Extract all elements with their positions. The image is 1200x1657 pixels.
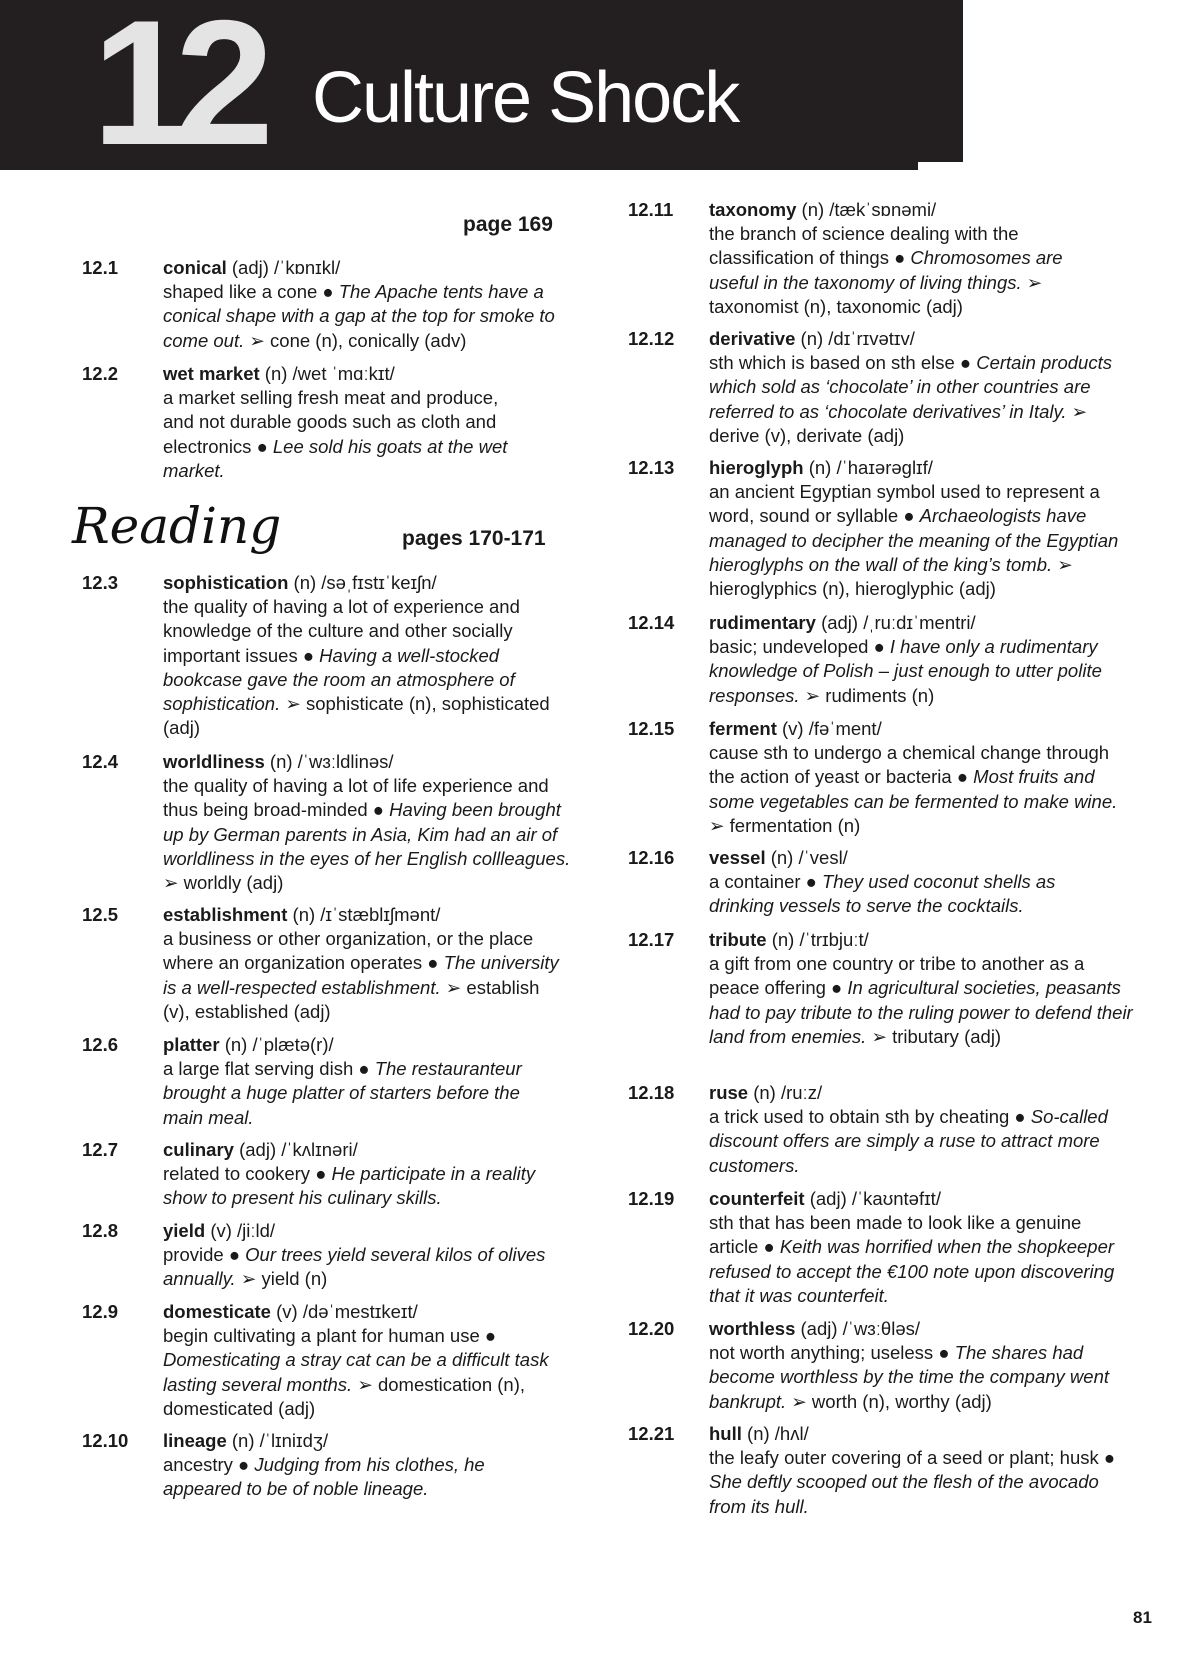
example-sentence: Domesticating a stray cat can be a difficult task lasting several months. xyxy=(163,1349,549,1395)
entry-number: 12.3 xyxy=(82,572,119,593)
glossary-entry xyxy=(628,198,1148,319)
example-sentence: He participate in a reality show to present his culinary skills. xyxy=(163,1163,536,1209)
related-words: ➢ taxonomist (n), taxonomic (adj) xyxy=(709,271,1043,317)
example-sentence: Archaeologists have managed to decipher the meaning of the Egyptian hieroglyphs on the wall of the king’s tomb. xyxy=(709,505,1119,575)
glossary-entry xyxy=(628,327,1148,448)
pronunciation: (n) /wet ˈmɑːkɪt/ xyxy=(264,363,395,384)
definition: provide ● xyxy=(163,1244,240,1266)
entry-number: 12.15 xyxy=(628,718,675,739)
definition: a container ● xyxy=(709,871,817,893)
example-sentence: Certain products which sold as ‘chocolate’ in other countries are referred to as ‘chocolate derivatives’ in Italy. xyxy=(709,352,1112,422)
unit-banner xyxy=(0,0,963,182)
pronunciation: (adj) /ˈkʌlɪnəri/ xyxy=(239,1139,358,1160)
entry-number: 12.16 xyxy=(628,847,675,868)
entry-number: 12.19 xyxy=(628,1188,675,1209)
headword: ruse xyxy=(709,1082,749,1103)
related-words: ➢ domestication (n), domesticated (adj) xyxy=(163,1373,526,1419)
definition: a market selling fresh meat and produce, and not durable goods such as cloth and electronics ● xyxy=(163,387,499,457)
pronunciation: (n) /ruːz/ xyxy=(753,1082,823,1103)
pronunciation: (adj) /ˈkaʊntəfɪt/ xyxy=(809,1188,941,1209)
glossary-entry xyxy=(628,611,1148,708)
definition: shaped like a cone ● xyxy=(163,281,334,303)
definition: the leafy outer covering of a seed or plant; husk ● xyxy=(709,1447,1116,1469)
headword: vessel xyxy=(709,847,766,868)
related-words: ➢ hieroglyphics (n), hieroglyphic (adj) xyxy=(709,553,1073,600)
example-sentence: The Apache tents have a conical shape with a gap at the top for smoke to come out. xyxy=(163,281,555,351)
definition: sth that has been made to look like a genuine article ● xyxy=(709,1212,1082,1258)
headword: hull xyxy=(709,1423,742,1444)
glossary-entry xyxy=(82,256,592,353)
glossary-entry xyxy=(628,1187,1148,1308)
glossary-entry xyxy=(82,1033,592,1130)
definition: a large flat serving dish ● xyxy=(163,1058,370,1080)
definition: the quality of having a lot of experience and knowledge of the culture and other socially important issues ● xyxy=(163,596,520,666)
definition: a trick used to obtain sth by cheating ● xyxy=(709,1106,1026,1128)
headword: platter xyxy=(163,1034,220,1055)
pronunciation: (adj) /ˈkɒnɪkl/ xyxy=(231,257,341,278)
entry-number: 12.12 xyxy=(628,328,675,349)
pronunciation: (v) /jiːld/ xyxy=(210,1220,276,1241)
headword: taxonomy xyxy=(709,199,797,220)
example-sentence: Having a well-stocked bookcase gave the room an atmosphere of sophistication. xyxy=(163,644,515,715)
pronunciation: (n) /ˈtrɪbjuːt/ xyxy=(771,929,869,950)
entry-number: 12.6 xyxy=(82,1034,119,1055)
related-words: ➢ tributary (adj) xyxy=(871,1025,1002,1047)
definition: related to cookery ● xyxy=(163,1163,327,1185)
example-sentence: They used coconut shells as drinking vessels to serve the cocktails. xyxy=(709,871,1056,917)
entry-number: 12.20 xyxy=(628,1318,675,1339)
headword: counterfeit xyxy=(709,1188,805,1209)
entry-number: 12.7 xyxy=(82,1139,119,1160)
glossary-entry xyxy=(82,1300,592,1421)
related-words: ➢ sophisticate (n), sophisticated (adj) xyxy=(163,693,550,739)
entry-number: 12.9 xyxy=(82,1301,119,1322)
unit-number: 12 xyxy=(92,0,258,182)
entry-number: 12.2 xyxy=(82,363,119,384)
example-sentence: Our trees yield several kilos of olives annually. xyxy=(163,1244,546,1290)
example-sentence: The restauranteur brought a huge platter of starters before the main meal. xyxy=(163,1058,522,1128)
related-words: ➢ yield (n) xyxy=(240,1268,328,1290)
related-words: ➢ fermentation (n) xyxy=(709,814,861,836)
pronunciation: (n) /hʌl/ xyxy=(747,1423,809,1444)
headword: culinary xyxy=(163,1139,234,1160)
headword: establishment xyxy=(163,904,288,925)
headword: yield xyxy=(163,1220,206,1241)
headword: derivative xyxy=(709,328,796,349)
glossary-entry xyxy=(628,1422,1148,1519)
pronunciation: (n) /ˈlɪniɪdʒ/ xyxy=(231,1430,329,1451)
headword: tribute xyxy=(709,929,767,950)
pronunciation: (n) /ˈvesl/ xyxy=(770,847,848,868)
pronunciation: (adj) /ˌruːdɪˈmentri/ xyxy=(821,612,976,633)
headword: lineage xyxy=(163,1430,227,1451)
glossary-entry xyxy=(82,1219,592,1292)
related-words: ➢ worldly (adj) xyxy=(163,872,284,894)
headword: sophistication xyxy=(163,572,289,593)
headword: rudimentary xyxy=(709,612,816,633)
pronunciation: (v) /fəˈment/ xyxy=(782,718,882,739)
pronunciation: (adj) /ˈwɜːθləs/ xyxy=(800,1318,921,1339)
entry-number: 12.11 xyxy=(628,199,674,220)
example-sentence: So-called discount offers are simply a ruse to attract more customers. xyxy=(709,1106,1108,1176)
glossary-entry xyxy=(628,456,1148,601)
glossary-entry xyxy=(82,903,592,1024)
definition: cause sth to undergo a chemical change through the action of yeast or bacteria ● xyxy=(709,742,1110,788)
page-reference: pages 170-171 xyxy=(402,527,546,550)
entry-number: 12.10 xyxy=(82,1430,129,1451)
example-sentence: Lee sold his goats at the wet market. xyxy=(163,435,508,481)
related-words: ➢ cone (n), conically (adv) xyxy=(249,329,467,351)
headword: domesticate xyxy=(163,1301,271,1322)
entry-number: 12.5 xyxy=(82,904,119,925)
glossary-entry xyxy=(628,928,1148,1049)
glossary-entry xyxy=(628,717,1148,838)
definition: ancestry ● xyxy=(163,1454,250,1476)
definition: the quality of having a lot of life experience and thus being broad-minded ● xyxy=(163,775,549,821)
related-words: ➢ establish (v), established (adj) xyxy=(163,976,540,1022)
entry-number: 12.17 xyxy=(628,929,675,950)
pronunciation: (v) /dəˈmestɪkeɪt/ xyxy=(276,1301,418,1322)
pronunciation: (n) /ˈhaɪərəglɪf/ xyxy=(808,457,933,478)
glossary-entry xyxy=(628,1317,1148,1414)
glossary-entry xyxy=(82,1138,592,1211)
section-heading-reading: Reading xyxy=(72,497,282,555)
headword: conical xyxy=(163,257,227,278)
pronunciation: (n) /səˌfɪstɪˈkeɪʃn/ xyxy=(293,572,437,593)
pronunciation: (n) /tækˈsɒnəmi/ xyxy=(801,199,937,220)
definition: basic; undeveloped ● xyxy=(709,636,885,658)
definition: a gift from one country or tribe to another as a peace offering ● xyxy=(709,953,1085,999)
pronunciation: (n) /ɪˈstæblɪʃmənt/ xyxy=(292,904,441,925)
example-sentence: The university is a well-respected establishment. xyxy=(163,952,559,998)
example-sentence: She deftly scooped out the flesh of the avocado from its hull. xyxy=(709,1471,1099,1517)
banner-notch xyxy=(918,162,963,170)
entry-number: 12.4 xyxy=(82,751,119,772)
definition: sth which is based on sth else ● xyxy=(709,352,972,374)
glossary-entry xyxy=(82,362,592,483)
example-sentence: Chromosomes are useful in the taxonomy of living things. xyxy=(709,247,1063,293)
example-sentence: Judging from his clothes, he appeared to be of noble lineage. xyxy=(163,1454,485,1500)
entry-number: 12.1 xyxy=(82,257,119,278)
headword: worthless xyxy=(709,1318,796,1339)
definition: a business or other organization, or the place where an organization operates ● xyxy=(163,928,534,974)
definition: an ancient Egyptian symbol used to represent a word, sound or syllable ● xyxy=(709,481,1100,527)
entry-number: 12.21 xyxy=(628,1423,675,1444)
glossary-entry xyxy=(82,1429,592,1502)
related-words: ➢ worth (n), worthy (adj) xyxy=(791,1390,992,1412)
entry-number: 12.13 xyxy=(628,457,675,478)
entry-number: 12.8 xyxy=(82,1220,119,1241)
example-sentence: Most fruits and some vegetables can be fermented to make wine. xyxy=(709,766,1118,812)
definition: begin cultivating a plant for human use ● xyxy=(163,1325,497,1347)
example-sentence: Having been brought up by German parents in Asia, Kim had an air of worldliness in the eyes of her English collleagues. xyxy=(163,799,571,869)
unit-title: Culture Shock xyxy=(312,58,739,138)
example-sentence: Keith was horrified when the shopkeeper refused to accept the €100 note upon discovering that it was counterfeit. xyxy=(709,1236,1115,1306)
glossary-entry xyxy=(82,750,592,895)
related-words: ➢ derive (v), derivate (adj) xyxy=(709,400,1088,446)
related-words: ➢ rudiments (n) xyxy=(804,684,935,706)
headword: wet market xyxy=(163,363,260,384)
page-number: 81 xyxy=(1133,1608,1152,1627)
glossary-entry xyxy=(82,571,592,740)
headword: worldliness xyxy=(163,751,265,772)
example-sentence: The shares had become worthless by the time the company went bankrupt. xyxy=(709,1342,1109,1412)
definition: not worth anything; useless ● xyxy=(709,1342,950,1364)
example-sentence: I have only a rudimentary knowledge of Polish – just enough to utter polite responses. xyxy=(709,636,1102,706)
glossary-entry xyxy=(628,1081,1148,1178)
pronunciation: (n) /ˈplætə(r)/ xyxy=(224,1034,334,1055)
headword: ferment xyxy=(709,718,777,739)
example-sentence: In agricultural societies, peasants had to pay tribute to the ruling power to defend their land from enemies. xyxy=(709,977,1133,1047)
pronunciation: (n) /ˈwɜːldlinəs/ xyxy=(269,751,394,772)
entry-number: 12.18 xyxy=(628,1082,675,1103)
headword: hieroglyph xyxy=(709,457,804,478)
glossary-entry xyxy=(628,846,1148,919)
pronunciation: (n) /dɪˈrɪvətɪv/ xyxy=(800,328,915,349)
entry-number: 12.14 xyxy=(628,612,675,633)
definition: the branch of science dealing with the classification of things ● xyxy=(709,223,1019,269)
page-reference: page 169 xyxy=(463,213,553,236)
